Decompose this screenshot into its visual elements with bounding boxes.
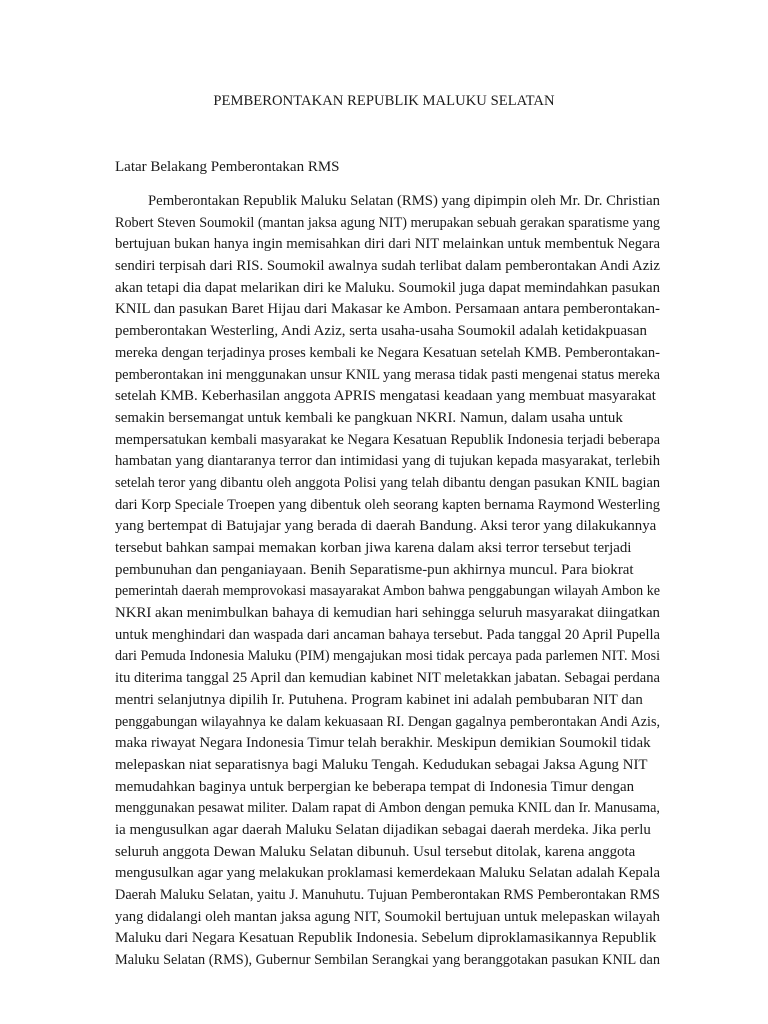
paragraph-line: setelah KMB. Keberhasilan anggota APRIS mengatasi keadaan yang membuat masyarakat <box>115 388 656 405</box>
paragraph-line: melepaskan niat separatisnya bagi Maluku Tengah. Kedudukan sebagai Jaksa Agung NIT <box>115 756 648 773</box>
paragraph-line: Maluku dari Negara Kesatuan Republik Indonesia. Sebelum diproklamasikannya Republik <box>115 930 657 947</box>
paragraph-line: pemberontakan ini menggunakan unsur KNIL yang merasa tidak pasti mengenai status mereka <box>115 366 660 383</box>
paragraph-line: memudahkan baginya untuk berpergian ke beberapa tempat di Indonesia Timur dengan <box>115 778 635 795</box>
paragraph-line: mentri selanjutnya dipilih Ir. Putuhena. Program kabinet ini adalah pembubaran NIT dan <box>115 691 643 708</box>
paragraph-line: maka riwayat Negara Indonesia Timur telah berakhir. Meskipun demikian Soumokil tidak <box>115 735 651 752</box>
document-title: PEMBERONTAKAN REPUBLIK MALUKU SELATAN <box>213 93 555 109</box>
paragraph-line: itu diterima tanggal 25 April dan kemudian kabinet NIT meletakkan jabatan. Sebagai perdana <box>115 670 660 687</box>
paragraph-line: bertujuan bukan hanya ingin memisahkan diri dari NIT melainkan untuk membentuk Negara <box>115 236 661 253</box>
paragraph-line: pemberontakan Westerling, Andi Aziz, serta usaha-usaha Soumokil adalah ketidakpuasan <box>115 323 647 340</box>
paragraph-line: sendiri terpisah dari RIS. Soumokil awalnya sudah terlibat dalam pemberontakan Andi Aziz <box>115 258 660 275</box>
paragraph-line: Robert Steven Soumokil (mantan jaksa agung NIT) merupakan sebuah gerakan sparatisme yang <box>115 214 660 231</box>
paragraph-line: KNIL dan pasukan Baret Hijau dari Makasar ke Ambon. Persamaan antara pemberontakan- <box>115 301 660 318</box>
paragraph-line: dari Korp Speciale Troepen yang dibentuk oleh seorang kapten bernama Raymond Westerling <box>115 496 661 513</box>
paragraph-line: hambatan yang diantaranya terror dan intimidasi yang di tujukan kepada masyarakat, terlebih <box>115 453 660 470</box>
paragraph-line: mempersatukan kembali masyarakat ke Negara Kesatuan Republik Indonesia terjadi beberapa <box>115 431 661 448</box>
paragraph-line: akan tetapi dia dapat melarikan diri ke Maluku. Soumokil juga dapat memindahkan pasukan <box>115 279 661 296</box>
paragraph-line: mengusulkan agar yang melakukan proklamasi kemerdekaan Maluku Selatan adalah Kepala <box>115 865 661 882</box>
paragraph-line: pemerintah daerah memprovokasi masayarakat Ambon bahwa penggabungan wilayah Ambon ke <box>115 583 660 600</box>
paragraph-line: semakin bersemangat untuk kembali ke pangkuan NKRI. Namun, dalam usaha untuk <box>115 409 623 426</box>
paragraph-line: Pemberontakan Republik Maluku Selatan (RMS) yang dipimpin oleh Mr. Dr. Christian <box>148 193 661 209</box>
paragraph-line: yang bertempat di Batujajar yang berada di daerah Bandung. Aksi teror yang dilakukannya <box>115 518 657 535</box>
body-paragraph <box>115 191 660 972</box>
section-heading: Latar Belakang Pemberontakan RMS <box>115 159 340 175</box>
paragraph-line: setelah teror yang dibantu oleh anggota Polisi yang telah dibantu dengan pasukan KNIL bagian <box>115 474 660 491</box>
paragraph-line: penggabungan wilayahnya ke dalam kekuasaan RI. Dengan gagalnya pemberontakan Andi Azis, <box>115 713 660 730</box>
paragraph-line: dari Pemuda Indonesia Maluku (PIM) mengajukan mosi tidak percaya pada parlemen NIT. Mosi <box>115 648 661 665</box>
paragraph-line: pembunuhan dan penganiayaan. Benih Separatisme-pun akhirnya muncul. Para biokrat <box>115 561 634 578</box>
paragraph-line: ia mengusulkan agar daerah Maluku Selatan dijadikan sebagai daerah merdeka. Jika perlu <box>115 821 651 838</box>
paragraph-line: Maluku Selatan (RMS), Gubernur Sembilan Serangkai yang beranggotakan pasukan KNIL dan <box>115 952 660 969</box>
paragraph-line: Daerah Maluku Selatan, yaitu J. Manuhutu. Tujuan Pemberontakan RMS Pemberontakan RMS <box>115 887 660 903</box>
paragraph-line: seluruh anggota Dewan Maluku Selatan dibunuh. Usul tersebut ditolak, karena anggota <box>115 843 636 860</box>
paragraph-line: mereka dengan terjadinya proses kembali ke Negara Kesatuan setelah KMB. Pemberontakan- <box>115 344 660 361</box>
paragraph-line: NKRI akan menimbulkan bahaya di kemudian hari sehingga seluruh masyarakat diingatkan <box>115 605 660 622</box>
paragraph-line: yang didalangi oleh mantan jaksa agung NIT, Soumokil bertujuan untuk melepaskan wilayah <box>115 908 660 925</box>
paragraph-line: tersebut bahkan sampai memakan korban jiwa karena dalam aksi terror tersebut terjadi <box>115 540 632 556</box>
paragraph-line: untuk menghindari dan waspada dari ancaman bahaya tersebut. Pada tanggal 20 April Pupella <box>115 626 661 643</box>
paragraph-line: menggunakan pesawat militer. Dalam rapat di Ambon dengan pemuka KNIL dan Ir. Manusama, <box>115 800 660 817</box>
